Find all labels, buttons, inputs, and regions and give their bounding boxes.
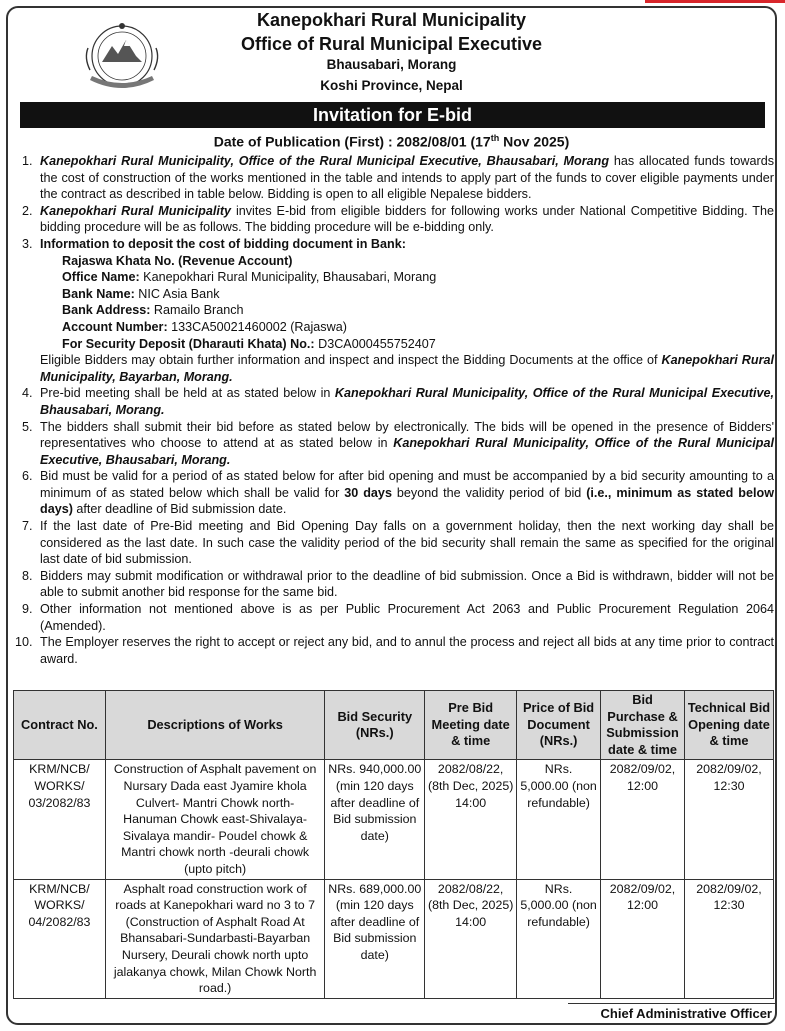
- municipality-name: Kanepokhari Rural Municipality: [256, 10, 527, 30]
- bank-info: Rajaswa Khata No. (Revenue Account) Office Name: Kanepokhari Rural Municipality, Bhausabari, Morang Bank Name: NIC Asia Bank Bank Address: Ramailo Branch Account Number: 133CA50021460002 (Rajaswa) For Security Deposit (Dharauti Khata) No.: D3CA000455752407: [62, 253, 437, 351]
- cell-description: Construction of Asphalt pavement on Nursary Dada east Jyamire khola Culvert- Mantri Chowk north- Hanuman Chowk east-Shivalaya- Sivalaya mandir- Poudel chowk & Mantri chowk north -deurali chowk (upto pitch): [105, 760, 324, 879]
- top-accent-bar: [645, 0, 785, 3]
- cell-price: NRs. 5,000.00 (non refundable): [517, 879, 601, 998]
- cell-contract: KRM/NCB/ WORKS/ 04/2082/83: [14, 879, 106, 998]
- signatory-title: Chief Administrative Officer: [600, 1006, 772, 1021]
- cell-opening: 2082/09/02, 12:30: [685, 760, 774, 879]
- clause-1: 1. Kanepokhari Rural Municipality, Office of the Rural Municipal Executive, Bhausabari, Morang has allocated funds towards the cost of construction of the works mentioned in the table and intends to apply part of the funds to cover eligible payments under the contract as described in table below. Bidding is open to all eligible Nepalese bidders.: [36, 153, 774, 203]
- table-row: [14, 760, 774, 879]
- office-name: Office of Rural Municipal Executive: [240, 34, 543, 54]
- clauses-section: [16, 153, 774, 667]
- cell-description: Asphalt road construction work of roads at Kanepokhari ward no 3 to 7 (Construction of Asphalt Road At Bhansabari-Sundarbasti-Bayarban Nursery, Deurali chowk north upto jalakanya chowk, Milan Chowk North road.): [105, 879, 324, 998]
- clause-9: 9. Other information not mentioned above is as per Public Procurement Act 2063 and Public Procurement Regulation 2064 (Amended).: [36, 601, 774, 634]
- header-bid-security: Bid Security (NRs.): [325, 691, 425, 760]
- cell-opening: 2082/09/02, 12:30: [685, 879, 774, 998]
- cell-prebid: 2082/08/22, (8th Dec, 2025) 14:00: [425, 879, 517, 998]
- cell-price: NRs. 5,000.00 (non refundable): [517, 760, 601, 879]
- cell-contract: KRM/NCB/ WORKS/ 03/2082/83: [14, 760, 106, 879]
- clause-list: [16, 153, 774, 667]
- cell-prebid: 2082/08/22, (8th Dec, 2025) 14:00: [425, 760, 517, 879]
- table-row: [14, 879, 774, 998]
- province: Koshi Province, Nepal: [320, 78, 463, 93]
- clause-3: 3. Information to deposit the cost of bidding document in Bank: Rajaswa Khata No. (Revenue Account) Office Name: Kanepokhari Rural Municipality, Bhausabari, Morang Bank Name: NIC Asia Bank Bank Address: Ramailo Branch Account Number: 133CA50021460002 (Rajaswa) For Security Deposit (Dharauti Khata) No.: D3CA000455752407 Eligible Bidders may obtain further information and inspect and inspect the Bidding Documents at the office of Kanepokhari Rural Municipality, Bayarban, Morang.: [36, 236, 774, 385]
- clause-4: 4. Pre-bid meeting shall be held at as stated below in Kanepokhari Rural Municipality, Office of the Rural Municipal Executive, Bhausabari, Morang.: [36, 385, 774, 418]
- cell-security: NRs. 940,000.00 (min 120 days after deadline of Bid submission date): [325, 760, 425, 879]
- office-location: Bhausabari, Morang: [326, 57, 457, 72]
- header-prebid: Pre Bid Meeting date & time: [425, 691, 517, 760]
- header-doc-price: Price of Bid Document (NRs.): [517, 691, 601, 760]
- table-header-row: [14, 691, 774, 760]
- cell-purchase: 2082/09/02, 12:00: [601, 760, 685, 879]
- signature-line: [568, 1003, 775, 1004]
- clause-5: 5. The bidders shall submit their bid before as stated below by electronically. The bids will be opened in the presence of Bidders' representatives who choose to attend at as stated below in Kanepokhari Rural Municipality, Office of the Rural Municipal Executive, Bhausabari, Morang.: [36, 419, 774, 469]
- publication-date: Date of Publication (First) : 2082/08/01 (17th Nov 2025): [213, 133, 570, 150]
- cell-purchase: 2082/09/02, 12:00: [601, 879, 685, 998]
- clause-2: 2. Kanepokhari Rural Municipality invites E-bid from eligible bidders for following works under National Competitive Bidding. The bidding procedure will be as follows. The bidding procedure will be e-bidding only.: [36, 203, 774, 236]
- header-contract-no: Contract No.: [14, 691, 106, 760]
- works-table: [13, 690, 774, 999]
- header-description: Descriptions of Works: [105, 691, 324, 760]
- header-opening: Technical Bid Opening date & time: [685, 691, 774, 760]
- clause-10: 10. The Employer reserves the right to accept or reject any bid, and to annul the process and reject all bids at any time prior to contract award.: [36, 634, 774, 667]
- clause-8: 8. Bidders may submit modification or withdrawal prior to the deadline of bid submission. Once a Bid is withdrawn, bidder will not be able to submit another bid response for the same bid.: [36, 568, 774, 601]
- clause-7: 7. If the last date of Pre-Bid meeting and Bid Opening Day falls on a government holiday, then the next working day shall be considered as the last date. In such case the validity period of the bid security shall remain the same as specified for the original last date of bid submission.: [36, 518, 774, 568]
- clause-6: 6. Bid must be valid for a period of as stated below for after bid opening and must be accompanied by a bid security amounting to a minimum of as stated below which shall be valid for 30 days beyond the validity period of bid (i.e., minimum as stated below days) after deadline of Bid submission date.: [36, 468, 774, 518]
- header-purchase: Bid Purchase & Submission date & time: [601, 691, 685, 760]
- notice-title-banner: Invitation for E-bid: [20, 102, 765, 128]
- notice-frame: [6, 6, 777, 1025]
- cell-security: NRs. 689,000.00 (min 120 days after deadline of Bid submission date): [325, 879, 425, 998]
